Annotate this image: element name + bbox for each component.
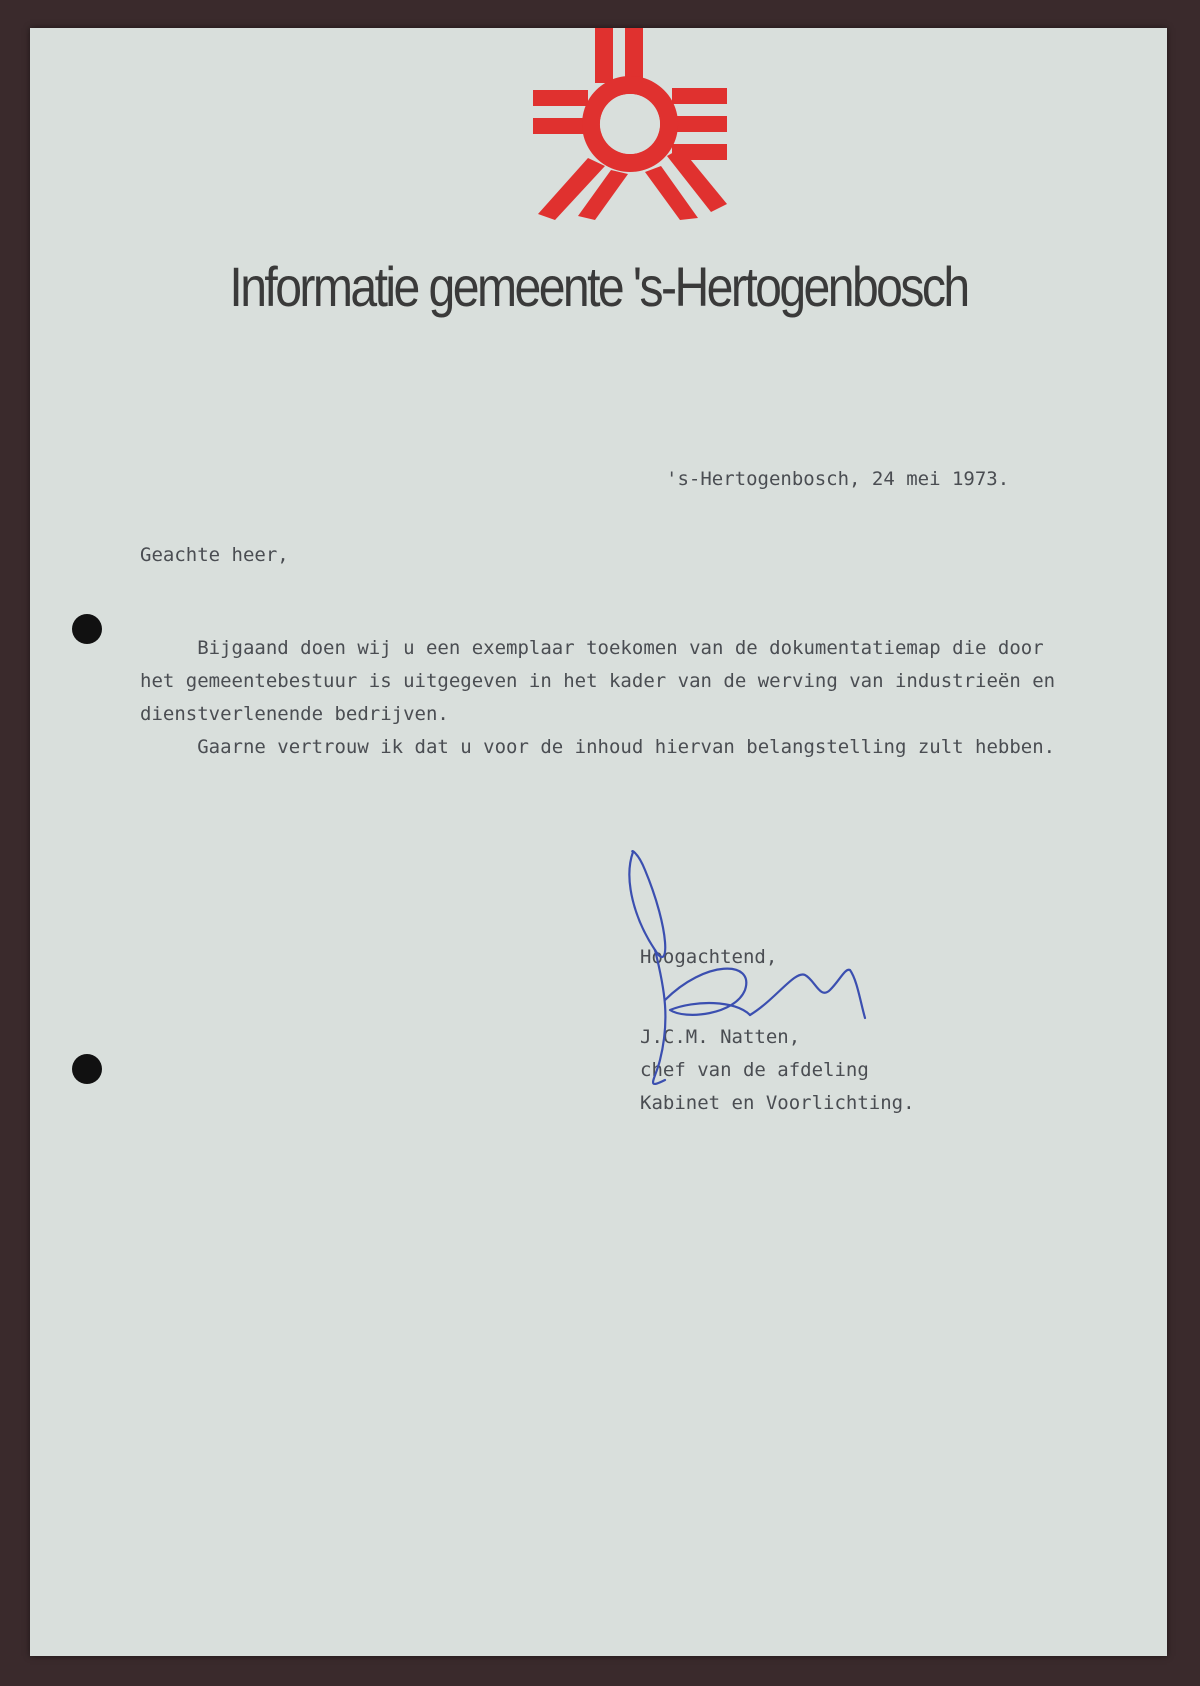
- letter-sheet: [30, 28, 1167, 1656]
- punch-hole-bottom: [72, 1054, 102, 1084]
- letter-body: [140, 632, 1055, 764]
- letter-salutation: Geachte heer,: [140, 544, 289, 566]
- letter-date: 's-Hertogenbosch, 24 mei 1973.: [666, 468, 1010, 490]
- body-line: dienstverlenende bedrijven.: [140, 703, 449, 725]
- letterhead-title: Informatie gemeente 's-Hertogenbosch: [229, 255, 968, 318]
- body-line: het gemeentebestuur is uitgegeven in het kader van de werving van industrieën en: [140, 670, 1056, 692]
- signatory-name: J.C.M. Natten,: [640, 1026, 801, 1048]
- signatory-title: chef van de afdeling: [640, 1059, 869, 1081]
- signatory-department: Kabinet en Voorlichting.: [640, 1092, 915, 1114]
- body-line: Gaarne vertrouw ik dat u voor de inhoud hiervan belangstelling zult hebben.: [140, 736, 1056, 758]
- red-municipal-emblem-icon: [533, 28, 727, 220]
- handwritten-signature-icon: [625, 850, 905, 1120]
- letter-closing: Hoogachtend,: [640, 946, 778, 968]
- punch-hole-top: [72, 614, 102, 644]
- body-line: Bijgaand doen wij u een exemplaar toekomen van de dokumentatiemap die door: [140, 637, 1044, 659]
